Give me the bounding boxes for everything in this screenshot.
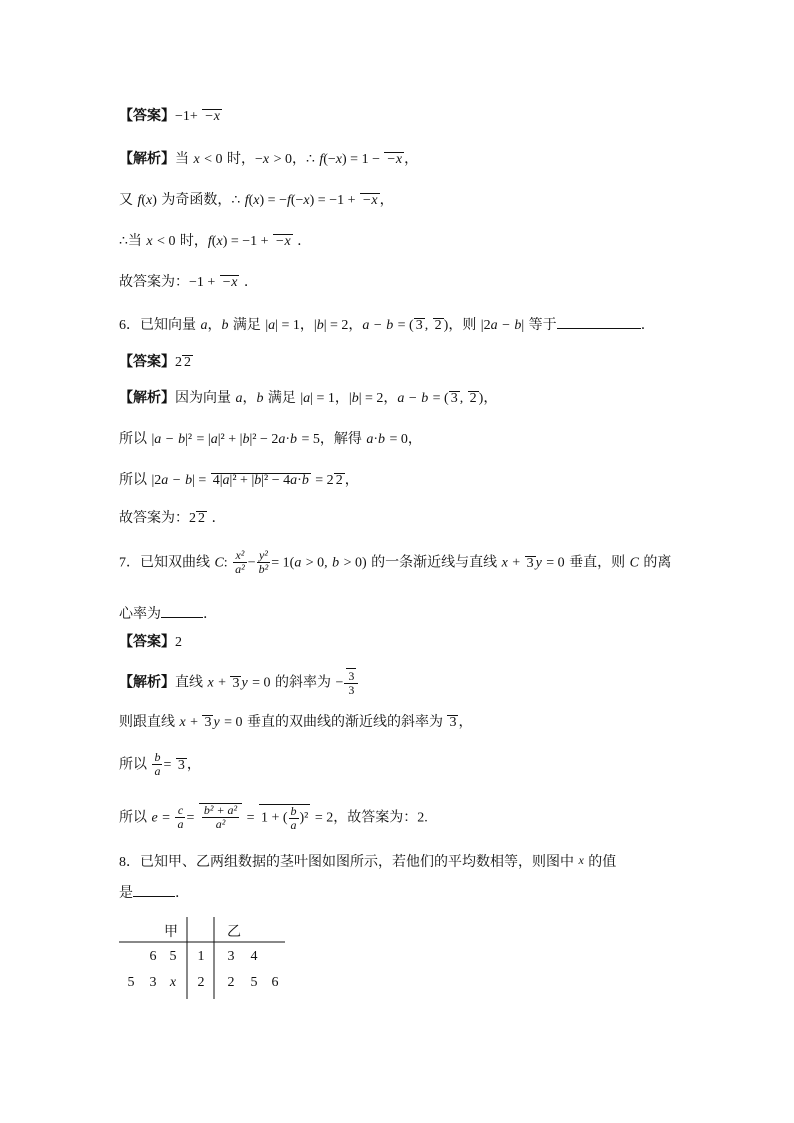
q5-conclusion: 故答案为：−1 + −x . bbox=[119, 274, 249, 290]
q6-analysis-line-1: 【解析】因为向量 a，b 满足 |a| = 1，|b| = 2，a − b = ( 3 , 2 )， bbox=[119, 390, 498, 406]
left-leaf: 5 bbox=[169, 949, 177, 964]
analysis-tag: 【解析】 bbox=[119, 674, 175, 691]
right-leaf: 2 bbox=[227, 975, 235, 990]
left-leaf: 3 bbox=[149, 975, 157, 990]
q7-analysis-line-2: 则跟直线 x + 3 y = 0 垂直的双曲线的渐近线的斜率为 3 ， bbox=[119, 714, 473, 730]
left-leaf-unknown: x bbox=[169, 975, 177, 990]
q7-analysis-line-4: 所以 e = $\frac{c}{a}$ = $\frac{\text{b² + a²}}{\text{a²}}$ = 1 + ( $\frac{b}{a}$ )² = 2，故答案为：2. bbox=[119, 803, 428, 832]
stem: 2 bbox=[197, 975, 205, 990]
left-leaf: 6 bbox=[149, 949, 157, 964]
right-leaf: 4 bbox=[250, 949, 258, 964]
analysis-tag: 【解析】 bbox=[119, 390, 175, 406]
answer-blank bbox=[161, 603, 203, 618]
q6-answer-line: 【答案】2 2 bbox=[119, 354, 191, 370]
answer-tag: 【答案】 bbox=[119, 354, 175, 370]
stem: 1 bbox=[197, 949, 205, 964]
stem-leaf-plot bbox=[119, 917, 287, 1003]
right-leaf: 6 bbox=[271, 975, 279, 990]
answer-blank bbox=[133, 882, 175, 897]
q6-conclusion: 故答案为：2 2 . bbox=[119, 510, 216, 526]
q7-answer-value: 2 bbox=[175, 635, 182, 650]
q5-analysis-line-2: 又 f(x) 为奇函数，∴ f(x) = −f(−x) = −1 + −x ， bbox=[119, 192, 394, 208]
header-left: 甲 bbox=[164, 924, 178, 940]
q7-answer-line bbox=[119, 632, 182, 653]
q6-analysis-line-3: 所以 |2a − b| = 4|a|² + |b|² − 4a·b = 2 2 ， bbox=[119, 472, 359, 488]
right-leaf: 3 bbox=[227, 949, 235, 964]
right-leaf: 5 bbox=[250, 975, 258, 990]
q7-analysis-line-3: 所以 $\frac{b}{a}$ = 3 ， bbox=[119, 750, 201, 778]
q8-question-line-1: 8．已知甲、乙两组数据的茎叶图如图所示，若他们的平均数相等，则图中 x 的值 bbox=[119, 853, 617, 870]
q5-analysis-line-1: 【解析】当 x < 0 时，−x > 0，∴ f(−x) = 1 − −x ， bbox=[119, 151, 419, 167]
q5-answer-line: 【答案】−1+ −x bbox=[119, 108, 220, 124]
answer-tag: 【答案】 bbox=[119, 108, 175, 124]
header-right: 乙 bbox=[227, 924, 241, 940]
q5-analysis-line-3: ∴当 x < 0 时，f(x) = −1 + −x . bbox=[119, 233, 302, 249]
q7-question-line-2: 心率为 . bbox=[119, 603, 207, 624]
q8-question-line-2-text: 是 bbox=[119, 885, 133, 901]
analysis-tag: 【解析】 bbox=[119, 151, 175, 167]
q7-analysis-line-1: 【解析】直线 x + 3 y = 0 的斜率为 − $\frac{3}{3}$ bbox=[119, 668, 359, 697]
q6-analysis-line-2: 所以 |a − b|² = |a|² + |b|² − 2a·b = 5，解得 a·b = 0， bbox=[119, 431, 422, 447]
q6-question: 6．已知向量 a，b 满足 |a| = 1，|b| = 2，a − b = ( 3 , 2 )，则 |2a − b| 等于 . bbox=[119, 314, 645, 336]
q8-question-line-2: 是 . bbox=[119, 882, 179, 903]
answer-tag: 【答案】 bbox=[119, 634, 175, 650]
q7-question-line-1: 7．已知双曲线 C: $\frac{\text{x²}}{\text{a²}}$ − $\frac{\text{y²}}{\text{b²}}$ = 1(a > 0, b > 0) 的一条渐近线与直线 x + 3 y = 0 垂直，则 C 的离 bbox=[119, 548, 672, 576]
answer-blank bbox=[557, 314, 641, 329]
q7-question-line-2-text: 心率为 bbox=[119, 606, 161, 622]
left-leaf: 5 bbox=[127, 975, 135, 990]
